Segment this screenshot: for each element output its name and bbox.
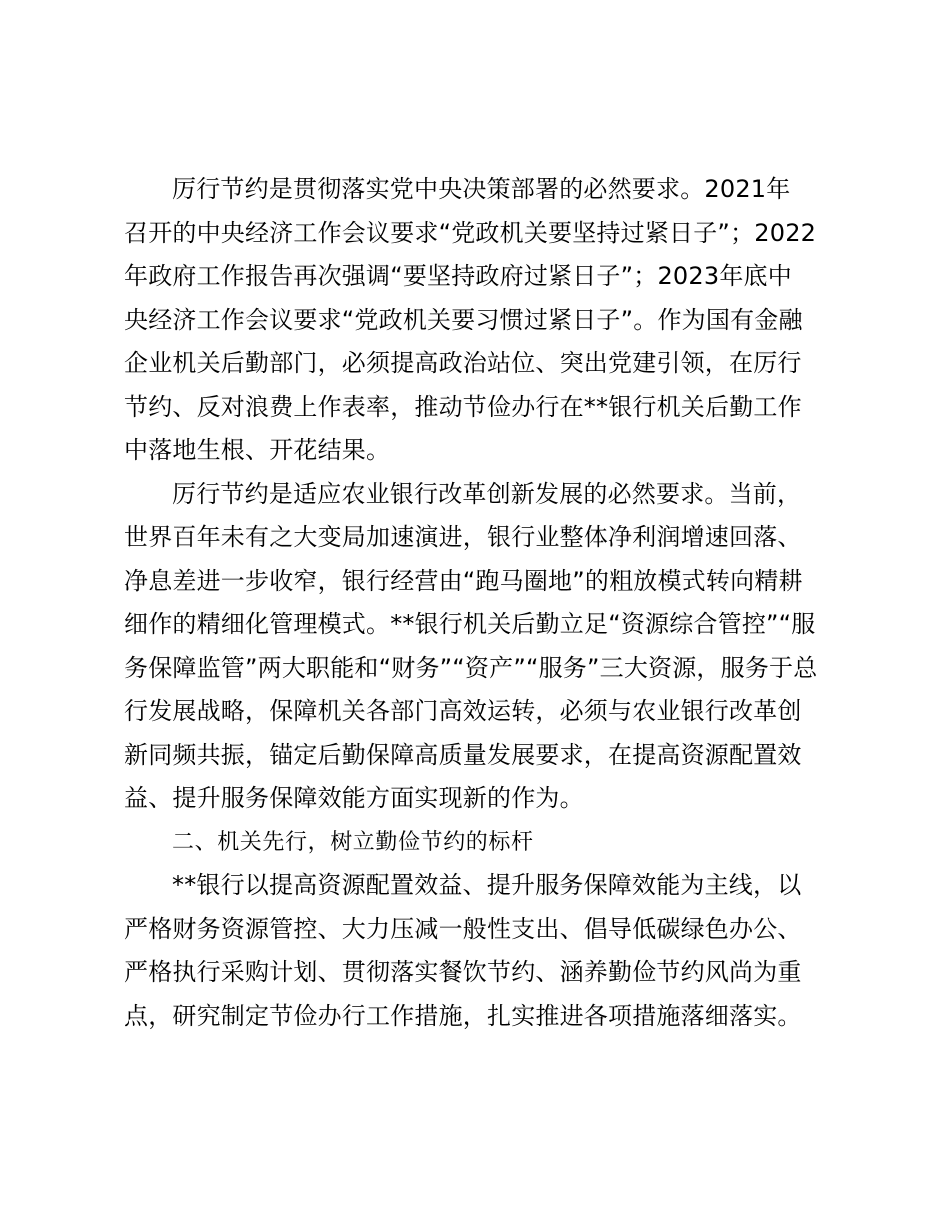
text-line: 厉行节约是适应农业银行改革创新发展的必然要求。当前， bbox=[172, 479, 802, 508]
paragraph-necessity-reform bbox=[124, 473, 834, 821]
document-body bbox=[124, 168, 834, 1038]
text-line: 中落地生根、开花结果。 bbox=[124, 436, 391, 464]
text-line: 严格财务资源管控、大力压减一般性支出、倡导低碳绿色办公、 bbox=[124, 914, 802, 943]
text-line: **银行以提高资源配置效益、提升服务保障效能为主线，以 bbox=[172, 871, 802, 899]
text-line: 务保障监管”两大职能和“财务”“资产”“服务”三大资源，服务于总 bbox=[124, 653, 818, 682]
text-line: 行发展战略，保障机关各部门高效运转，必须与农业银行改革创 bbox=[124, 697, 802, 725]
paragraph-necessity-policy bbox=[124, 168, 834, 473]
text-line: 世界百年未有之大变局加速演进，银行业整体净利润增速回落、 bbox=[124, 523, 802, 551]
text-line: 召开的中央经济工作会议要求“党政机关要坚持过紧日子”；2022 bbox=[124, 218, 817, 247]
text-line: 净息差进一步收窄，银行经营由“跑马圈地”的粗放模式转向精耕 bbox=[124, 566, 803, 595]
text-line: 企业机关后勤部门，必须提高政治站位、突出党建引领，在厉行 bbox=[124, 349, 802, 377]
text-line: 央经济工作会议要求“党政机关要习惯过紧日子”。作为国有金融 bbox=[124, 305, 803, 334]
paragraph-measures bbox=[124, 864, 834, 1038]
text-line: 严格执行采购计划、贯彻落实餐饮节约、涵养勤俭节约风尚为重 bbox=[124, 958, 802, 986]
text-line: 益、提升服务保障效能方面实现新的作为。 bbox=[124, 784, 584, 812]
text-line: 点，研究制定节俭办行工作措施，扎实推进各项措施落细落实。 bbox=[124, 1001, 802, 1030]
text-line: 新同频共振，锚定后勤保障高质量发展要求，在提高资源配置效 bbox=[124, 740, 802, 769]
text-line: 厉行节约是贯彻落实党中央决策部署的必然要求。2021年 bbox=[172, 175, 791, 203]
text-line: 细作的精细化管理模式。**银行机关后勤立足“资源综合管控”“服 bbox=[124, 610, 816, 638]
text-line: 节约、反对浪费上作表率，推动节俭办行在**银行机关后勤工作 bbox=[124, 392, 802, 421]
section-heading: 二、机关先行，树立勤俭节约的标杆 bbox=[172, 829, 534, 855]
text-line: 年政府工作报告再次强调“要坚持政府过紧日子”；2023年底中 bbox=[124, 262, 792, 290]
